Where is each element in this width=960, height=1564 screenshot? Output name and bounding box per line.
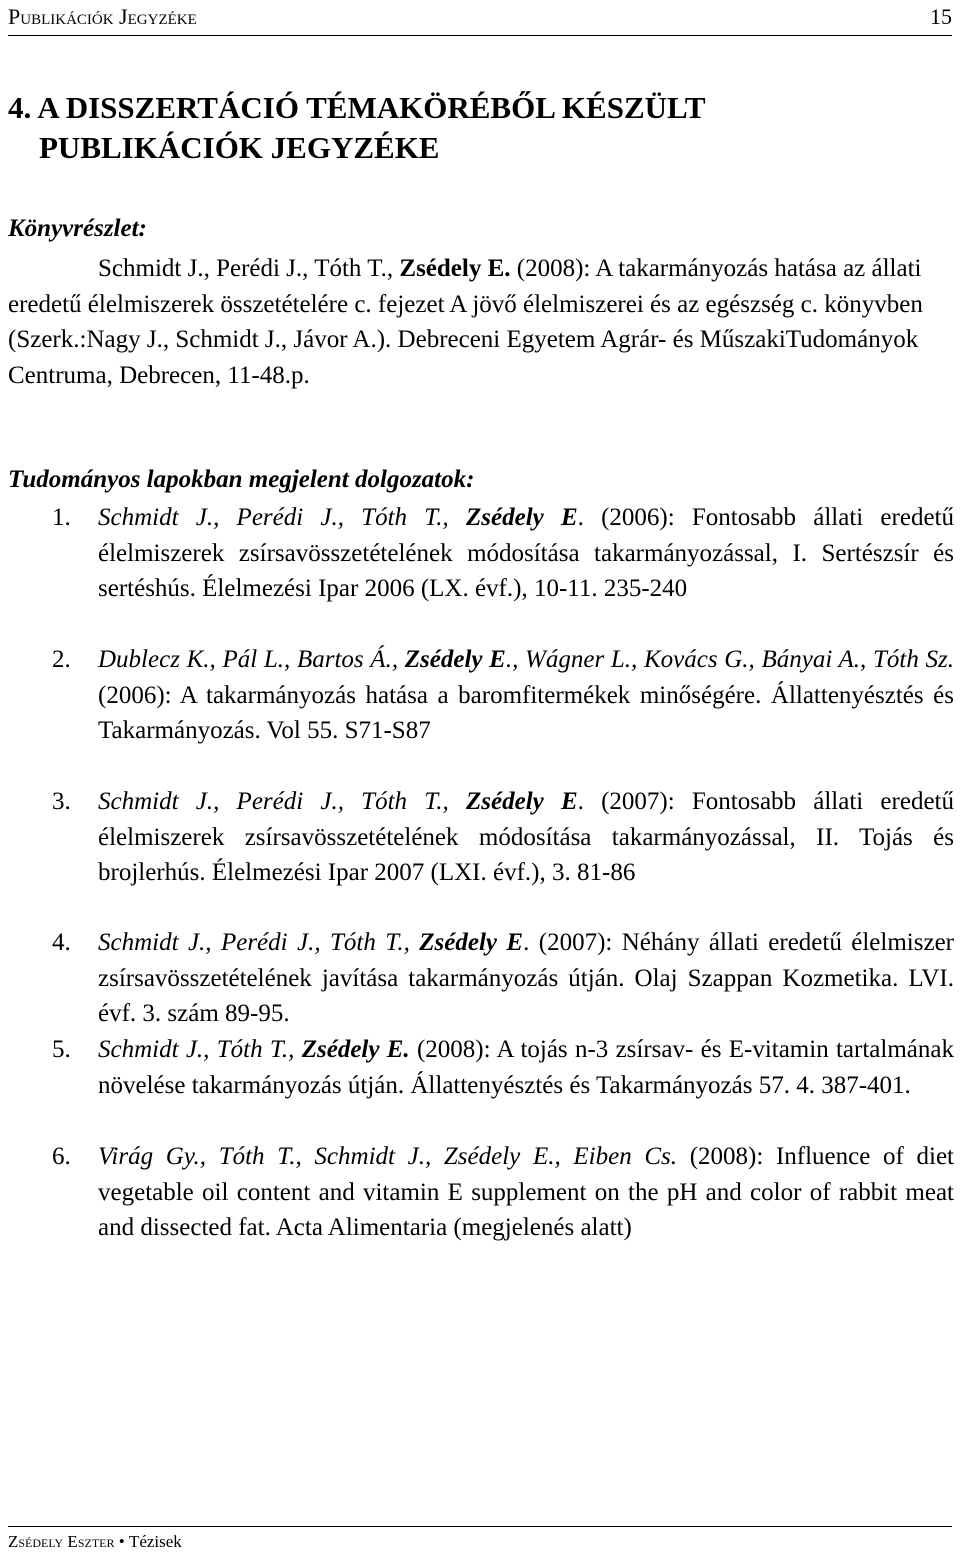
paper-authors: Schmidt J., Perédi J., Tóth T., xyxy=(98,504,466,531)
book-chapter-citation xyxy=(8,251,954,393)
paper-item-1 xyxy=(8,500,954,607)
paper-number: 3. xyxy=(52,788,71,815)
paper-number: 4. xyxy=(52,929,71,956)
papers-heading: Tudományos lapokban megjelent dolgozatok: xyxy=(8,466,475,493)
chapter-title-line-2: PUBLIKÁCIÓK JEGYZÉKE xyxy=(39,130,440,165)
paper-highlight-author: Zsédely E xyxy=(466,788,578,815)
footer-separator: • xyxy=(118,1532,125,1551)
paper-coauthors: ., Wágner L., Kovács G., Bányai A., Tóth Sz. xyxy=(505,646,954,673)
book-citation-rest: (2008): A takarmányozás hatása az állati eredetű élelmiszerek összetételére c. fejezet A jövő élelmiszerei és az egészség c. könyvben (Szerk.:Nagy J., Schmidt J., Jávor A.). Debreceni Egyetem Agrár- és MűszakiTudományok Centruma, Debrecen, 11-48.p. xyxy=(8,255,923,389)
paper-highlight-author: Zsédely E xyxy=(466,504,578,531)
book-highlight-author: Zsédely E. xyxy=(399,255,511,282)
chapter-title xyxy=(8,88,706,168)
paper-item-3 xyxy=(8,784,954,891)
header-divider xyxy=(8,35,952,36)
paper-item-4 xyxy=(8,925,954,1032)
running-title: Publikációk Jegyzéke xyxy=(8,4,197,29)
book-section-heading: Könyvrészlet: xyxy=(8,215,147,242)
page-number: 15 xyxy=(930,4,952,29)
paper-citation: (2006): A takarmányozás hatása a baromfitermékek minőségére. Állattenyésztés és Takarmányozás. Vol 55. S71-S87 xyxy=(98,681,954,745)
paper-authors: Virág Gy., Tóth T., Schmidt J., Zsédely E., Eiben Cs. xyxy=(98,1143,678,1170)
paper-number: 6. xyxy=(52,1143,71,1170)
paper-authors: Dublecz K., Pál L., Bartos Á., xyxy=(98,646,405,673)
footer-author: Zsédely Eszter xyxy=(8,1532,115,1551)
paper-item-5 xyxy=(8,1032,954,1103)
paper-number: 2. xyxy=(52,646,71,673)
paper-citation: . (2006): Fontosabb állati eredetű élelmiszerek zsírsavösszetételének módosítása takarmányozással, I. Sertészsír és sertéshús. Élelmezési Ipar 2006 (LX. évf.), 10-11. 235-240 xyxy=(98,504,954,603)
chapter-title-line-1: 4. A DISSZERTÁCIÓ TÉMAKÖRÉBŐL KÉSZÜLT xyxy=(8,90,706,125)
paper-highlight-author: Zsédely E xyxy=(419,929,524,956)
paper-citation: (2008): Influence of diet vegetable oil content and vitamin E supplement on the pH and color of rabbit meat and dissected fat. Acta Alimentaria (megjelenés alatt) xyxy=(98,1143,954,1242)
paper-item-2 xyxy=(8,642,954,749)
paper-number: 5. xyxy=(52,1036,71,1063)
paper-citation: (2008): A tojás n-3 zsírsav- és E-vitamin tartalmának növelése takarmányozás útján. Állattenyésztés és Takarmányozás 57. 4. 387-401. xyxy=(98,1036,954,1099)
paper-highlight-author: Zsédely E xyxy=(404,646,506,673)
paper-authors: Schmidt J., Perédi J., Tóth T., xyxy=(98,788,466,815)
page-header xyxy=(8,4,952,34)
paper-citation: . (2007): Néhány állati eredetű élelmiszer zsírsavösszetételének javítása takarmányozás útján. Olaj Szappan Kozmetika. LVI. évf. 3. szám 89-95. xyxy=(98,929,954,1028)
paper-highlight-author: Zsédely E. xyxy=(301,1036,410,1063)
paper-item-6 xyxy=(8,1139,954,1246)
footer-doc-type: Tézisek xyxy=(128,1532,182,1551)
paper-number: 1. xyxy=(52,504,71,531)
page-footer xyxy=(8,1526,952,1553)
book-authors: Schmidt J., Perédi J., Tóth T., xyxy=(98,255,400,282)
paper-authors: Schmidt J., Perédi J., Tóth T., xyxy=(98,929,420,956)
paper-authors: Schmidt J., Tóth T., xyxy=(98,1036,302,1063)
paper-citation: . (2007): Fontosabb állati eredetű élelmiszerek zsírsavösszetételének módosítása takarmányozással, II. Tojás és brojlerhús. Élelmezési Ipar 2007 (LXI. évf.), 3. 81-86 xyxy=(98,788,954,887)
footer-divider xyxy=(8,1526,952,1527)
